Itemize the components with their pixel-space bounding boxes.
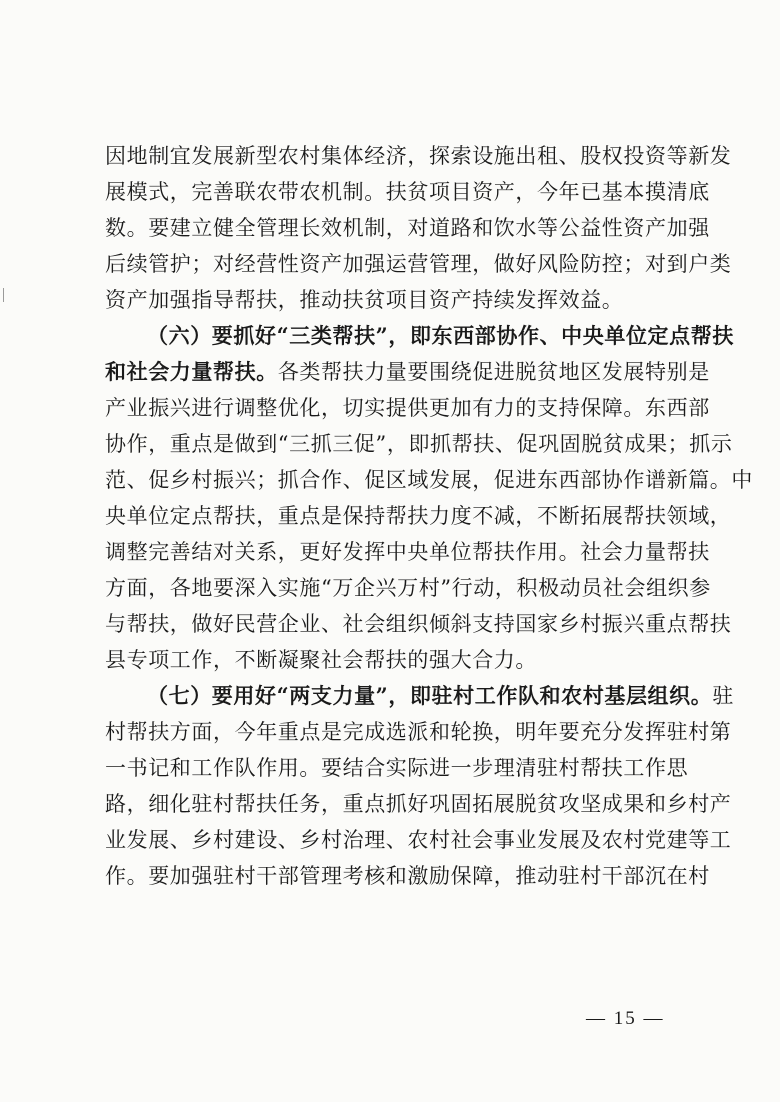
section-6-heading: （六）要抓好“三类帮扶”，即东西部协作、中央单位定点帮扶 xyxy=(147,323,734,348)
text-line-20: 业发展、乡村建设、乡村治理、农村社会事业发展及农村党建等工 xyxy=(105,828,732,852)
text-line-17: 村帮扶方面，今年重点是完成选派和轮换，明年要充分发挥驻村第 xyxy=(105,720,732,744)
scan-mark xyxy=(3,288,4,302)
text-line-14: 与帮扶，做好民营企业、社会组织倾斜支持国家乡村振兴重点帮扶 xyxy=(105,612,732,636)
text-line-13: 方面，各地要深入实施“万企兴万村”行动，积极动员社会组织参 xyxy=(105,576,711,600)
text-line-2: 展模式，完善联农带农机制。扶贫项目资产，今年已基本摸清底 xyxy=(105,180,710,204)
text-line-10: 范、促乡村振兴；抓合作、促区域发展，促进东西部协作谱新篇。中 xyxy=(105,468,753,492)
text-line-21: 作。要加强驻村干部管理考核和激励保障，推动驻村干部沉在村 xyxy=(105,864,710,888)
page-number: — 15 — xyxy=(586,1008,665,1029)
text-line-3: 数。要建立健全管理长效机制，对道路和饮水等公益性资产加强 xyxy=(105,216,710,240)
section-6-heading-end: 和社会力量帮扶。 xyxy=(105,359,278,384)
text-line-12: 调整完善结对关系，更好发挥中央单位帮扶作用。社会力量帮扶 xyxy=(105,540,710,564)
section-7-heading: （七）要用好“两支力量”，即驻村工作队和农村基层组织。 xyxy=(147,683,713,708)
text-line-5: 资产加强指导帮扶，推动扶贫项目资产持续发挥效益。 xyxy=(105,288,624,312)
text-line-18: 一书记和工作队作用。要结合实际进一步理清驻村帮扶工作思 xyxy=(105,756,689,780)
text-line-7: 和社会力量帮扶。各类帮扶力量要围绕促进脱贫地区发展特别是 xyxy=(105,359,710,384)
section-6-heading-line xyxy=(105,318,734,354)
text-line-4: 后续管护；对经营性资产加强运营管理，做好风险防控；对到户类 xyxy=(105,252,732,276)
text-line-11: 央单位定点帮扶，重点是保持帮扶力度不减，不断拓展帮扶领域， xyxy=(105,504,732,528)
text-line-8: 产业振兴进行调整优化，切实提供更加有力的支持保障。东西部 xyxy=(105,396,710,420)
text-line-15: 县专项工作，不断凝聚社会帮扶的强大合力。 xyxy=(105,648,537,672)
section-7-heading-line: （七）要用好“两支力量”，即驻村工作队和农村基层组织。驻 xyxy=(147,683,734,708)
text-line-19: 路，细化驻村帮扶任务，重点抓好巩固拓展脱贫攻坚成果和乡村产 xyxy=(105,792,732,816)
body-text xyxy=(105,138,753,894)
text-line-1: 因地制宜发展新型农村集体经济，探索设施出租、股权投资等新发 xyxy=(105,144,732,168)
text-line-9: 协作，重点是做到“三抓三促”，即抓帮扶、促巩固脱贫成果；抓示 xyxy=(105,432,733,456)
